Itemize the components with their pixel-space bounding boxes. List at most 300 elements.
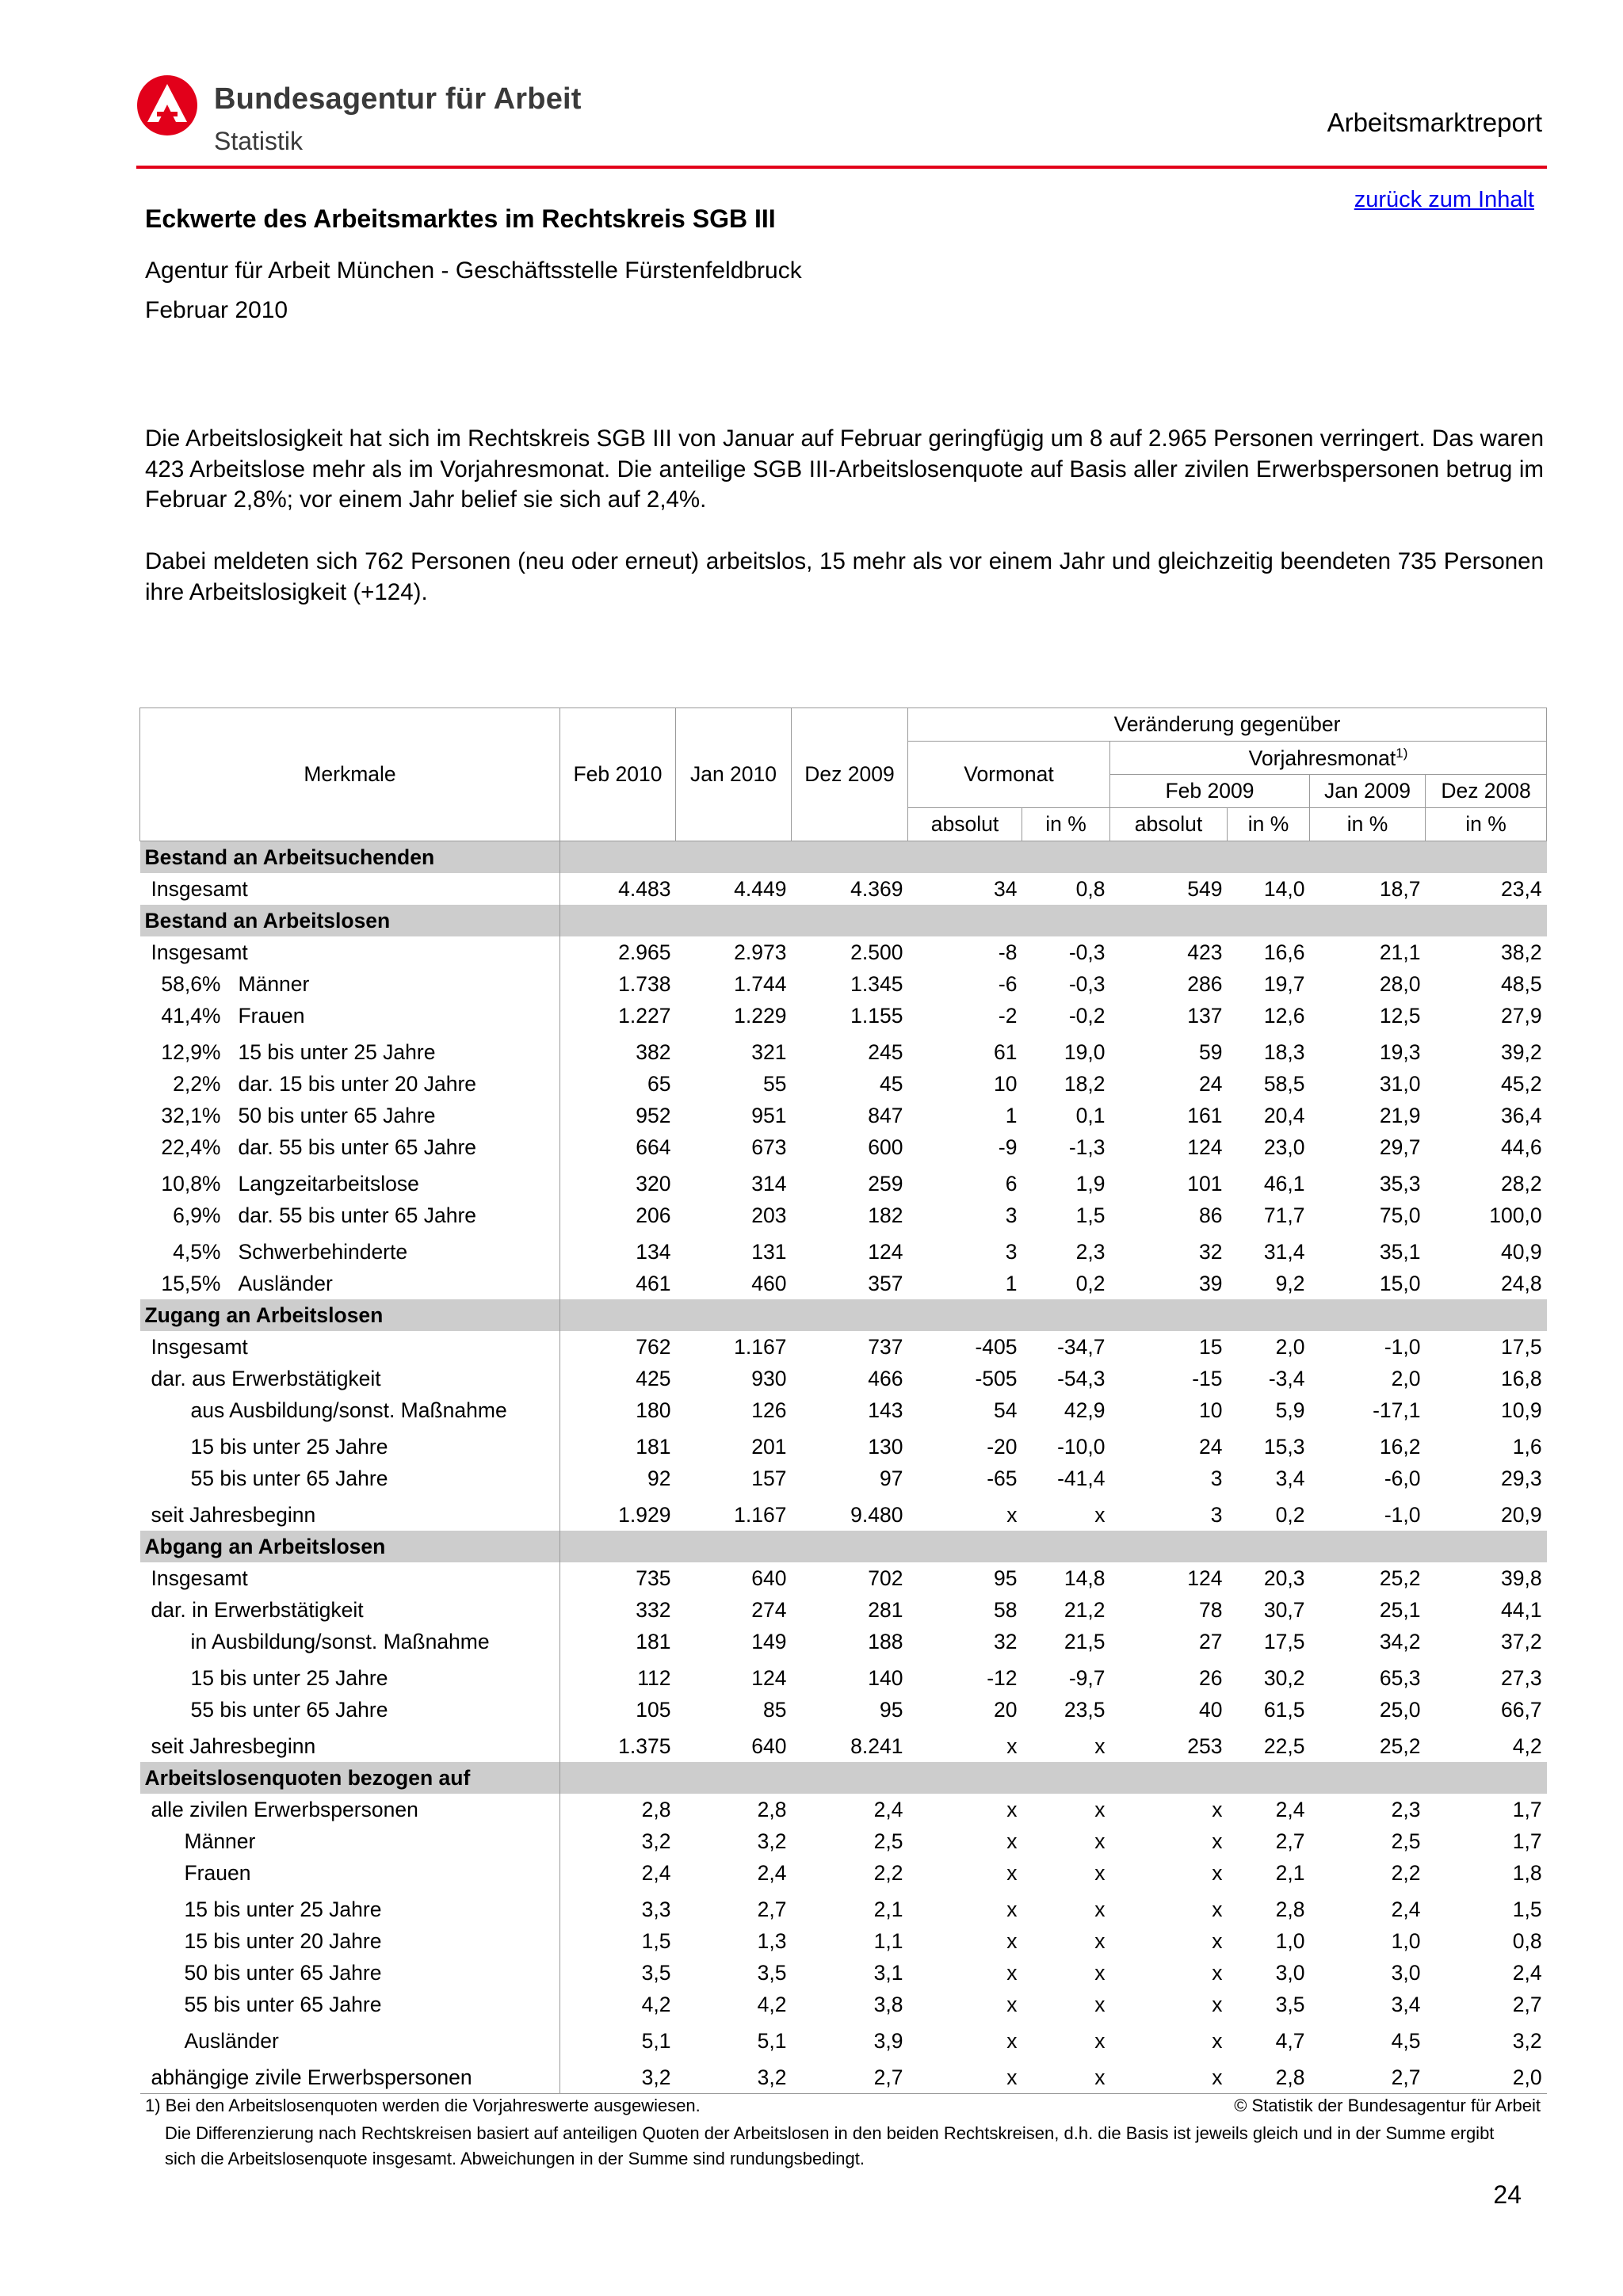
- row-label: [140, 1463, 560, 1494]
- cell-jan2010: 930: [751, 1366, 787, 1390]
- cell-dez2008-pct: 24,8: [1501, 1271, 1542, 1295]
- cell-vormonat-pct: x: [1094, 1797, 1106, 1821]
- labour-market-table: [139, 707, 1547, 2094]
- cell-dez2008-pct: 28,2: [1501, 1171, 1542, 1196]
- cell-jan2009-pct: 19,3: [1379, 1039, 1421, 1064]
- org-subtitle: Statistik: [214, 127, 304, 155]
- back-to-contents-link[interactable]: zurück zum Inhalt: [1354, 187, 1534, 212]
- cell-vorjahr-pct: 12,6: [1263, 1003, 1305, 1028]
- row-label: [140, 1626, 560, 1657]
- cell-vorjahr-pct: 14,0: [1263, 876, 1305, 901]
- footnote-1: 1) Bei den Arbeitslosenquoten werden die Vorjahreswerte ausgewiesen.: [145, 2096, 701, 2115]
- cell-dez2008-pct: 1,5: [1512, 1897, 1542, 1921]
- cell-vorjahr-pct: 15,3: [1263, 1434, 1305, 1459]
- cell-dez2008-pct: 66,7: [1501, 1697, 1542, 1722]
- table-row: [140, 1857, 1547, 1889]
- cell-dez2009: 2,2: [873, 1860, 903, 1885]
- cell-dez2009: 188: [868, 1629, 903, 1653]
- cell-jan2010: 1.167: [734, 1502, 787, 1527]
- cell-vormonat-abs: 3: [1005, 1203, 1018, 1227]
- row-label-text: 15 bis unter 25 Jahre: [190, 1434, 388, 1459]
- cell-feb2010: 2.965: [618, 940, 671, 964]
- row-label-text: 50 bis unter 65 Jahre: [184, 1960, 382, 1985]
- cell-dez2009: 847: [868, 1103, 903, 1127]
- cell-vorjahr-pct: -3,4: [1268, 1366, 1305, 1390]
- cell-jan2009-pct: 12,5: [1379, 1003, 1421, 1028]
- row-label: [140, 1426, 560, 1463]
- cell-feb2010: 2,8: [641, 1797, 671, 1821]
- cell-vormonat-pct: x: [1094, 1960, 1106, 1985]
- cell-dez2009: 97: [880, 1466, 903, 1490]
- cell-vormonat-pct: -0,3: [1068, 940, 1106, 964]
- cell-feb2010: 3,2: [641, 1829, 671, 1853]
- row-label: [140, 1989, 560, 2020]
- cell-vorjahr-abs: x: [1212, 1829, 1223, 1853]
- cell-vorjahr-abs: 549: [1187, 876, 1223, 901]
- cell-vormonat-pct: 14,8: [1064, 1566, 1106, 1590]
- cell-dez2009: 600: [868, 1135, 903, 1159]
- cell-dez2008-pct: 39,2: [1501, 1039, 1542, 1064]
- cell-vormonat-abs: 10: [994, 1071, 1018, 1096]
- row-label: [140, 2057, 560, 2094]
- row-label: [140, 1562, 560, 1594]
- cell-dez2008-pct: 23,4: [1501, 876, 1542, 901]
- cell-vorjahr-abs: x: [1212, 1860, 1223, 1885]
- row-label: [140, 1494, 560, 1531]
- cell-jan2010: 2.973: [734, 940, 787, 964]
- cell-jan2010: 124: [751, 1665, 787, 1690]
- row-label-text: Ausländer: [184, 2028, 279, 2053]
- row-label: [140, 1068, 560, 1100]
- cell-vormonat-abs: -20: [987, 1434, 1018, 1459]
- cell-vormonat-pct: -54,3: [1057, 1366, 1106, 1390]
- cell-dez2008-pct: 39,8: [1501, 1566, 1542, 1590]
- row-label-text: 15 bis unter 25 Jahre: [190, 1665, 388, 1690]
- cell-jan2010: 85: [763, 1697, 787, 1722]
- row-label: [140, 1163, 560, 1199]
- table-row: [140, 1363, 1547, 1394]
- cell-dez2009: 281: [868, 1597, 903, 1622]
- cell-vorjahr-abs: 39: [1199, 1271, 1223, 1295]
- cell-vorjahr-abs: 59: [1199, 1039, 1223, 1064]
- cell-vorjahr-pct: 2,7: [1275, 1829, 1305, 1853]
- table-row: [140, 1825, 1547, 1857]
- cell-vorjahr-abs: x: [1212, 1992, 1223, 2016]
- cell-dez2008-pct: 1,7: [1512, 1797, 1542, 1821]
- document-title: Eckwerte des Arbeitsmarktes im Rechtskreis SGB III: [145, 204, 776, 233]
- cell-vormonat-abs: x: [908, 2057, 1022, 2094]
- row-label: [140, 1889, 560, 1925]
- cell-jan2009-pct: -6,0: [1384, 1466, 1421, 1490]
- row-label: [140, 968, 560, 1000]
- cell-dez2008-pct: 100,0: [1489, 1203, 1542, 1227]
- row-label: [140, 1825, 560, 1857]
- row-label: [140, 1694, 560, 1726]
- cell-jan2010: 640: [751, 1733, 787, 1758]
- cell-dez2008-pct: 0,8: [1512, 1928, 1542, 1953]
- cell-vormonat-pct: x: [1094, 1897, 1106, 1921]
- cell-vormonat-abs: 1: [1005, 1271, 1018, 1295]
- cell-jan2010: 1.744: [734, 971, 787, 996]
- cell-vorjahr-pct: 30,7: [1263, 1597, 1305, 1622]
- cell-feb2010: 4.483: [618, 876, 671, 901]
- cell-dez2009: 124: [868, 1239, 903, 1264]
- cell-vormonat-pct: 21,2: [1064, 1597, 1106, 1622]
- table-row: [140, 1331, 1547, 1363]
- cell-dez2008-pct: 40,9: [1501, 1239, 1542, 1264]
- row-label: [140, 1268, 560, 1299]
- row-label-text: Ausländer: [238, 1271, 333, 1295]
- row-label-text: 55 bis unter 65 Jahre: [184, 1992, 382, 2016]
- section-title: Abgang an Arbeitslosen: [140, 1531, 560, 1562]
- share-pct: 15,5%: [161, 1271, 221, 1295]
- cell-vorjahr-pct: 3,4: [1275, 1466, 1305, 1490]
- cell-jan2009-pct: 25,2: [1379, 1566, 1421, 1590]
- header-feb2010: Feb 2010: [560, 708, 676, 841]
- cell-jan2010: 640: [751, 1566, 787, 1590]
- row-label-text: Frauen: [238, 1003, 305, 1028]
- share-pct: 4,5%: [173, 1239, 221, 1264]
- row-label-text: dar. 55 bis unter 65 Jahre: [238, 1135, 477, 1159]
- header-dez2009: Dez 2009: [792, 708, 908, 841]
- summary-paragraph-2: Dabei meldeten sich 762 Personen (neu oder erneut) arbeitslos, 15 mehr als vor einem Jahr und gleichzeitig beendeten 735 Personen ihre Arbeitslosigkeit (+124).: [145, 548, 1544, 605]
- row-label: [140, 1199, 560, 1231]
- cell-dez2009: 8.241: [850, 1733, 903, 1758]
- cell-jan2010: 3,2: [676, 2057, 792, 2094]
- row-label-text: 55 bis unter 65 Jahre: [190, 1466, 388, 1490]
- cell-vormonat-abs: -6: [998, 971, 1018, 996]
- cell-dez2009: 2.500: [850, 940, 903, 964]
- cell-jan2009-pct: 25,1: [1379, 1597, 1421, 1622]
- row-label-text: Insgesamt: [151, 876, 248, 901]
- row-label: [140, 1394, 560, 1426]
- cell-dez2008-pct: 16,8: [1501, 1366, 1542, 1390]
- cell-feb2010: 762: [636, 1334, 671, 1359]
- table-row: [140, 1694, 1547, 1726]
- row-label-text: 15 bis unter 25 Jahre: [238, 1039, 436, 1064]
- row-label-text: aus Ausbildung/sonst. Maßnahme: [190, 1398, 507, 1422]
- cell-vorjahr-abs: x: [1212, 1928, 1223, 1953]
- cell-vorjahr-abs: 124: [1187, 1135, 1223, 1159]
- cell-vormonat-abs: x: [1006, 1860, 1018, 1885]
- section-title: Zugang an Arbeitslosen: [140, 1299, 560, 1331]
- section-header-row: [140, 1531, 1547, 1562]
- cell-jan2009-pct: 34,2: [1379, 1629, 1421, 1653]
- cell-dez2008-pct: 2,0: [1426, 2057, 1547, 2094]
- cell-dez2009: 466: [868, 1366, 903, 1390]
- cell-vorjahr-abs: 161: [1187, 1103, 1223, 1127]
- cell-vormonat-abs: x: [1006, 1797, 1018, 1821]
- footnote-marker: 1): [1396, 745, 1408, 761]
- cell-vormonat-abs: x: [1006, 2028, 1018, 2053]
- cell-jan2009-pct: 18,7: [1379, 876, 1421, 901]
- cell-dez2008-pct: 3,2: [1512, 2028, 1542, 2053]
- ba-logo-icon: [136, 74, 198, 136]
- table-row: [140, 1163, 1547, 1199]
- row-label-text: Insgesamt: [151, 940, 248, 964]
- cell-vormonat-pct: 1,5: [1075, 1203, 1106, 1227]
- cell-vormonat-abs: -9: [998, 1135, 1018, 1159]
- row-label-text: Männer: [184, 1829, 256, 1853]
- cell-jan2009-pct: 25,2: [1379, 1733, 1421, 1758]
- table-row: [140, 1626, 1547, 1657]
- cell-jan2009-pct: 2,0: [1391, 1366, 1421, 1390]
- row-label: [140, 1032, 560, 1068]
- cell-vormonat-abs: x: [1006, 1733, 1018, 1758]
- cell-vorjahr-pct: 58,5: [1263, 1071, 1305, 1096]
- cell-jan2010: 460: [751, 1271, 787, 1295]
- section-fill: [560, 1762, 1547, 1794]
- cell-jan2009-pct: 28,0: [1379, 971, 1421, 996]
- cell-jan2009-pct: 15,0: [1379, 1271, 1421, 1295]
- cell-vorjahr-abs: 137: [1187, 1003, 1223, 1028]
- row-label-text: 55 bis unter 65 Jahre: [190, 1697, 388, 1722]
- cell-jan2009-pct: 3,4: [1391, 1992, 1421, 2016]
- header-in-pct: in %: [1228, 808, 1310, 841]
- section-title: Bestand an Arbeitsuchenden: [140, 841, 560, 874]
- table-row: [140, 1794, 1547, 1825]
- cell-jan2009-pct: 3,0: [1391, 1960, 1421, 1985]
- row-label: [140, 1857, 560, 1889]
- table-header: [140, 708, 1547, 841]
- row-label-text: in Ausbildung/sonst. Maßnahme: [190, 1629, 490, 1653]
- cell-dez2008-pct: 1,8: [1512, 1860, 1542, 1885]
- cell-dez2009: 3,9: [873, 2028, 903, 2053]
- page-number: 24: [1493, 2180, 1522, 2209]
- cell-vorjahr-pct: 17,5: [1263, 1629, 1305, 1653]
- cell-dez2008-pct: 48,5: [1501, 971, 1542, 996]
- cell-jan2009-pct: 31,0: [1379, 1071, 1421, 1096]
- cell-jan2010: 1,3: [757, 1928, 787, 1953]
- cell-vorjahr-pct: 23,0: [1263, 1135, 1305, 1159]
- cell-vormonat-pct: 2,3: [1075, 1239, 1106, 1264]
- table-row: [140, 2057, 1547, 2094]
- row-label: [140, 2020, 560, 2057]
- cell-dez2008-pct: 10,9: [1501, 1398, 1542, 1422]
- row-label: [140, 1000, 560, 1032]
- cell-jan2009-pct: 29,7: [1379, 1135, 1421, 1159]
- table-row: [140, 1068, 1547, 1100]
- cell-vormonat-pct: x: [1022, 2057, 1110, 2094]
- cell-jan2009-pct: 1,0: [1391, 1928, 1421, 1953]
- cell-vorjahr-pct: 2,4: [1275, 1797, 1305, 1821]
- cell-vorjahr-abs: -15: [1192, 1366, 1223, 1390]
- cell-dez2009: 182: [868, 1203, 903, 1227]
- cell-vormonat-pct: 18,2: [1064, 1071, 1106, 1096]
- cell-dez2008-pct: 44,6: [1501, 1135, 1542, 1159]
- cell-dez2008-pct: 29,3: [1501, 1466, 1542, 1490]
- cell-vorjahr-pct: 0,2: [1275, 1502, 1305, 1527]
- section-header-row: [140, 905, 1547, 936]
- row-label: [140, 1925, 560, 1957]
- cell-vorjahr-pct: 4,7: [1275, 2028, 1305, 2053]
- cell-dez2009: 1,1: [873, 1928, 903, 1953]
- row-label-text: Insgesamt: [151, 1334, 248, 1359]
- cell-vorjahr-abs: 253: [1187, 1733, 1223, 1758]
- cell-vorjahr-pct: 19,7: [1263, 971, 1305, 996]
- header-merkmale: Merkmale: [140, 708, 560, 841]
- section-title: Bestand an Arbeitslosen: [140, 905, 560, 936]
- cell-vormonat-pct: -34,7: [1057, 1334, 1106, 1359]
- cell-jan2010: 157: [751, 1466, 787, 1490]
- cell-feb2010: 181: [636, 1434, 671, 1459]
- section-header-row: [140, 841, 1547, 874]
- cell-vormonat-abs: x: [1006, 1928, 1018, 1953]
- table-row: [140, 1463, 1547, 1494]
- cell-feb2010: 332: [636, 1597, 671, 1622]
- cell-jan2010: 673: [751, 1135, 787, 1159]
- cell-vormonat-abs: 6: [1005, 1171, 1018, 1196]
- cell-dez2009: 2,5: [873, 1829, 903, 1853]
- cell-vormonat-pct: 0,1: [1075, 1103, 1106, 1127]
- cell-feb2010: 105: [636, 1697, 671, 1722]
- cell-dez2009: 357: [868, 1271, 903, 1295]
- cell-feb2010: 664: [636, 1135, 671, 1159]
- row-label: [140, 1957, 560, 1989]
- table-row: [140, 873, 1547, 905]
- cell-jan2009-pct: 65,3: [1379, 1665, 1421, 1690]
- cell-dez2009: 1.345: [850, 971, 903, 996]
- share-pct: 22,4%: [161, 1135, 221, 1159]
- cell-vorjahr-pct: 71,7: [1263, 1203, 1305, 1227]
- cell-vormonat-pct: 0,2: [1075, 1271, 1106, 1295]
- row-label-text: seit Jahresbeginn: [151, 1733, 316, 1758]
- cell-feb2010: 206: [636, 1203, 671, 1227]
- cell-feb2010: 320: [636, 1171, 671, 1196]
- cell-vorjahr-pct: 2,8: [1275, 1897, 1305, 1921]
- section-fill: [560, 1531, 1547, 1562]
- table-body: [140, 841, 1547, 2094]
- cell-vorjahr-pct: 61,5: [1263, 1697, 1305, 1722]
- cell-jan2009-pct: 21,1: [1379, 940, 1421, 964]
- cell-dez2008-pct: 1,6: [1512, 1434, 1542, 1459]
- cell-vorjahr-abs: 24: [1199, 1434, 1223, 1459]
- cell-dez2008-pct: 36,4: [1501, 1103, 1542, 1127]
- cell-vorjahr-pct: 46,1: [1263, 1171, 1305, 1196]
- cell-vorjahr-pct: 2,0: [1275, 1334, 1305, 1359]
- cell-feb2010: 952: [636, 1103, 671, 1127]
- cell-vorjahr-abs: x: [1212, 1797, 1223, 1821]
- cell-vorjahr-pct: 18,3: [1263, 1039, 1305, 1064]
- cell-dez2009: 2,7: [792, 2057, 908, 2094]
- cell-vorjahr-abs: x: [1212, 2028, 1223, 2053]
- cell-vormonat-pct: -1,3: [1068, 1135, 1106, 1159]
- report-title: Arbeitsmarktreport: [1327, 108, 1542, 137]
- cell-dez2009: 2,1: [873, 1897, 903, 1921]
- row-label-text: seit Jahresbeginn: [151, 1502, 316, 1527]
- cell-jan2010: 2,8: [757, 1797, 787, 1821]
- cell-vormonat-abs: x: [1006, 1992, 1018, 2016]
- cell-jan2009-pct: 2,3: [1391, 1797, 1421, 1821]
- cell-dez2009: 702: [868, 1566, 903, 1590]
- cell-vormonat-pct: x: [1094, 2028, 1106, 2053]
- table-row: [140, 1494, 1547, 1531]
- cell-feb2010: 5,1: [641, 2028, 671, 2053]
- cell-jan2010: 4,2: [757, 1992, 787, 2016]
- cell-jan2010: 274: [751, 1597, 787, 1622]
- cell-jan2010: 3,2: [757, 1829, 787, 1853]
- cell-vormonat-pct: -9,7: [1068, 1665, 1106, 1690]
- header-vorjahresmonat-label: Vorjahresmonat: [1248, 746, 1396, 770]
- cell-vorjahr-pct: 31,4: [1263, 1239, 1305, 1264]
- cell-jan2009-pct: 75,0: [1379, 1203, 1421, 1227]
- cell-dez2008-pct: 2,4: [1512, 1960, 1542, 1985]
- cell-vorjahr-abs: 15: [1199, 1334, 1223, 1359]
- cell-vorjahr-pct: 5,9: [1275, 1398, 1305, 1422]
- section-fill: [560, 1299, 1547, 1331]
- cell-vorjahr-abs: x: [1110, 2057, 1228, 2094]
- section-fill: [560, 905, 1547, 936]
- table-row: [140, 1199, 1547, 1231]
- cell-jan2009-pct: -1,0: [1384, 1502, 1421, 1527]
- cell-jan2010: 203: [751, 1203, 787, 1227]
- cell-vorjahr-pct: 16,6: [1263, 940, 1305, 964]
- cell-feb2010: 1.375: [618, 1733, 671, 1758]
- header-feb2009: Feb 2009: [1110, 775, 1310, 808]
- row-label-text: Frauen: [184, 1860, 251, 1885]
- summary-paragraph-1: Die Arbeitslosigkeit hat sich im Rechtskreis SGB III von Januar auf Februar geringfügig um 8 auf 2.965 Personen verringert. Das waren 423 Arbeitslose mehr als im Vorjahresmonat. Die anteilige SGB III-Arbeitslosenquote auf Basis aller zivilen Erwerbspersonen betrug im Februar 2,8%; vor einem Jahr belief sie sich auf 2,4%.: [145, 425, 1544, 513]
- cell-dez2009: 9.480: [850, 1502, 903, 1527]
- cell-feb2010: 1,5: [641, 1928, 671, 1953]
- row-label-text: dar. in Erwerbstätigkeit: [151, 1597, 364, 1622]
- cell-jan2010: 321: [751, 1039, 787, 1064]
- cell-jan2009-pct: 2,7: [1310, 2057, 1426, 2094]
- cell-dez2008-pct: 44,1: [1501, 1597, 1542, 1622]
- row-label: [140, 873, 560, 905]
- cell-dez2009: 143: [868, 1398, 903, 1422]
- table-row: [140, 1925, 1547, 1957]
- cell-vorjahr-abs: x: [1212, 1960, 1223, 1985]
- cell-dez2009: 2,4: [873, 1797, 903, 1821]
- header-dez2008: Dez 2008: [1426, 775, 1547, 808]
- cell-vormonat-pct: 0,8: [1075, 876, 1106, 901]
- row-label-text: dar. aus Erwerbstätigkeit: [151, 1366, 381, 1390]
- cell-dez2008-pct: 17,5: [1501, 1334, 1542, 1359]
- row-label-text: Männer: [238, 971, 310, 996]
- header-in-pct: in %: [1426, 808, 1547, 841]
- cell-dez2009: 245: [868, 1039, 903, 1064]
- cell-vormonat-abs: x: [1006, 1502, 1018, 1527]
- cell-jan2009-pct: -17,1: [1373, 1398, 1421, 1422]
- row-label-text: dar. 15 bis unter 20 Jahre: [238, 1071, 477, 1096]
- header-absolut: absolut: [1110, 808, 1228, 841]
- cell-vormonat-pct: x: [1094, 1502, 1106, 1527]
- row-label: [140, 1231, 560, 1268]
- row-label: [140, 1363, 560, 1394]
- cell-feb2010: 735: [636, 1566, 671, 1590]
- cell-vormonat-pct: -41,4: [1057, 1466, 1106, 1490]
- cell-dez2008-pct: 2,7: [1512, 1992, 1542, 2016]
- header-in-pct: in %: [1310, 808, 1426, 841]
- table-row: [140, 1657, 1547, 1694]
- section-header-row: [140, 1762, 1547, 1794]
- table-row: [140, 1889, 1547, 1925]
- share-pct: 12,9%: [161, 1039, 221, 1064]
- cell-jan2009-pct: 2,5: [1391, 1829, 1421, 1853]
- cell-vorjahr-abs: 3: [1210, 1502, 1223, 1527]
- cell-feb2010: 2,4: [641, 1860, 671, 1885]
- share-pct: 58,6%: [161, 971, 221, 996]
- cell-jan2010: 1.229: [734, 1003, 787, 1028]
- cell-vormonat-abs: 95: [994, 1566, 1018, 1590]
- table-row: [140, 1000, 1547, 1032]
- cell-vormonat-abs: -2: [998, 1003, 1018, 1028]
- cell-dez2008-pct: 4,2: [1512, 1733, 1542, 1758]
- cell-vorjahr-pct: 3,0: [1275, 1960, 1305, 1985]
- cell-feb2010: 181: [636, 1629, 671, 1653]
- cell-vormonat-abs: x: [1006, 1829, 1018, 1853]
- row-label: [140, 1657, 560, 1694]
